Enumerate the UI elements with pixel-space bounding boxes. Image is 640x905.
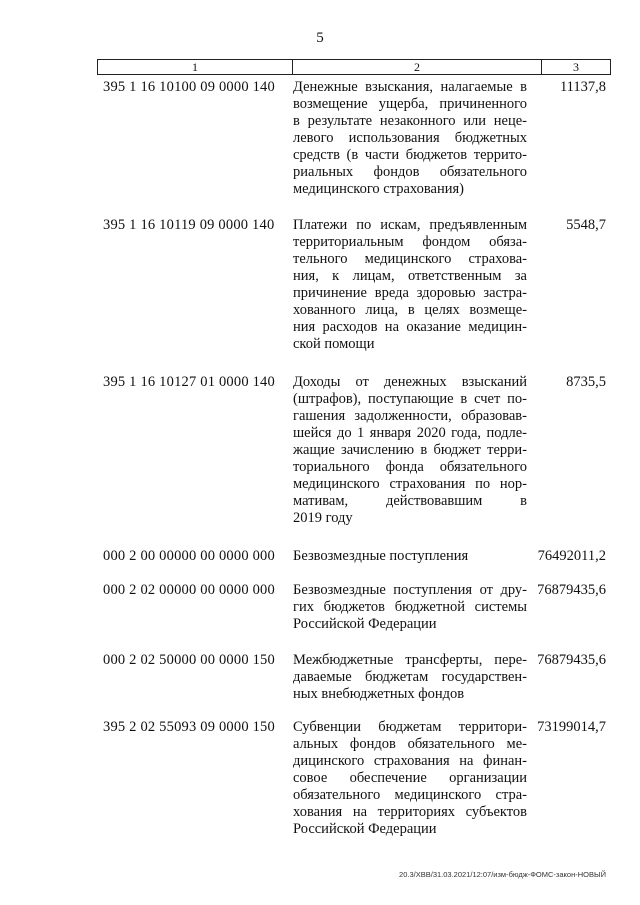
description-line: Безвозмездные поступления	[293, 548, 469, 564]
description-line: (штрафов), поступающие в счет по-	[293, 391, 527, 407]
table-column-header	[97, 59, 611, 75]
income-description	[293, 548, 527, 565]
income-description	[293, 652, 527, 703]
budget-code: 000 2 02 50000 00 0000 150	[103, 652, 275, 668]
description-line: медицинского страхования по нор-	[293, 476, 527, 492]
description-line: Субвенции бюджетам территори-	[293, 719, 527, 735]
amount-value: 8735,5	[566, 374, 606, 390]
description-line: Доходы от денежных взысканий	[293, 374, 527, 390]
description-line: ния расходов на оказание медицин-	[293, 319, 527, 335]
budget-code: 395 1 16 10127 01 0000 140	[103, 374, 275, 390]
description-line: тельного медицинского страхова-	[293, 251, 527, 267]
description-line: средств (в части бюджетов террито-	[293, 147, 527, 163]
description-line: альных фондов обязательного ме-	[293, 736, 527, 752]
description-line: левого использования бюджетных	[293, 130, 527, 146]
description-line: гашения задолженности, образовав-	[293, 408, 527, 424]
income-description	[293, 79, 527, 198]
income-description	[293, 217, 527, 353]
description-line: даваемые бюджетам государствен-	[293, 669, 527, 685]
description-line: возмещение ущерба, причиненного	[293, 96, 527, 112]
income-description	[293, 582, 527, 633]
budget-code: 000 2 00 00000 00 0000 000	[103, 548, 275, 564]
amount-value: 5548,7	[566, 217, 606, 233]
description-line: хования на территориях субъектов	[293, 804, 527, 820]
amount-value: 76492011,2	[537, 548, 606, 564]
amount-value: 11137,8	[559, 79, 606, 95]
description-line: ния, к лицам, ответственным за	[293, 268, 527, 284]
description-line: совое обеспечение организации	[293, 770, 527, 786]
description-line: шейся до 1 января 2020 года, подле-	[293, 425, 527, 441]
budget-code: 000 2 02 00000 00 0000 000	[103, 582, 275, 598]
description-line: Российской Федерации	[293, 616, 437, 632]
description-line: Межбюджетные трансферты, пере-	[293, 652, 527, 668]
description-line: в результате незаконного или неце-	[293, 113, 527, 129]
description-line: мативам, действовавшим в	[293, 493, 527, 509]
column-1-header: 1	[98, 60, 293, 74]
description-line: Платежи по искам, предъявленным	[293, 217, 527, 233]
amount-value: 76879435,6	[537, 582, 606, 598]
description-line: 2019 году	[293, 510, 353, 526]
description-line: риальных фондов обязательного	[293, 164, 527, 180]
income-description	[293, 374, 527, 527]
description-line: Денежные взыскания, налагаемые в	[293, 79, 527, 95]
description-line: территориальным фондом обяза-	[293, 234, 527, 250]
description-line: ториального фонда обязательного	[293, 459, 527, 475]
income-description	[293, 719, 527, 838]
description-line: причинение вреда здоровью застра-	[293, 285, 527, 301]
description-line: ской помощи	[293, 336, 375, 352]
description-line: Российской Федерации	[293, 821, 437, 837]
description-line: медицинского страхования)	[293, 181, 464, 197]
description-line: дицинского страхования на финан-	[293, 753, 527, 769]
budget-code: 395 2 02 55093 09 0000 150	[103, 719, 275, 735]
description-line: гих бюджетов бюджетной системы	[293, 599, 527, 615]
description-line: жащие зачислению в бюджет терри-	[293, 442, 527, 458]
footer-text: 20.3/ХВВ/31.03.2021/12:07/изм-бюдж-ФОМС-закон-НОВЫЙ	[399, 870, 606, 879]
description-line: ных внебюджетных фондов	[293, 686, 465, 702]
amount-value: 73199014,7	[537, 719, 606, 735]
column-3-header: 3	[573, 60, 579, 74]
description-line: обязательного медицинского стра-	[293, 787, 527, 803]
budget-code: 395 1 16 10100 09 0000 140	[103, 79, 275, 95]
page-number: 5	[316, 30, 324, 46]
budget-code: 395 1 16 10119 09 0000 140	[103, 217, 275, 233]
column-2-header: 2	[293, 60, 542, 74]
amount-value: 76879435,6	[537, 652, 606, 668]
description-line: Безвозмездные поступления от дру-	[293, 582, 527, 598]
description-line: хованного лица, в целях возмеще-	[293, 302, 527, 318]
